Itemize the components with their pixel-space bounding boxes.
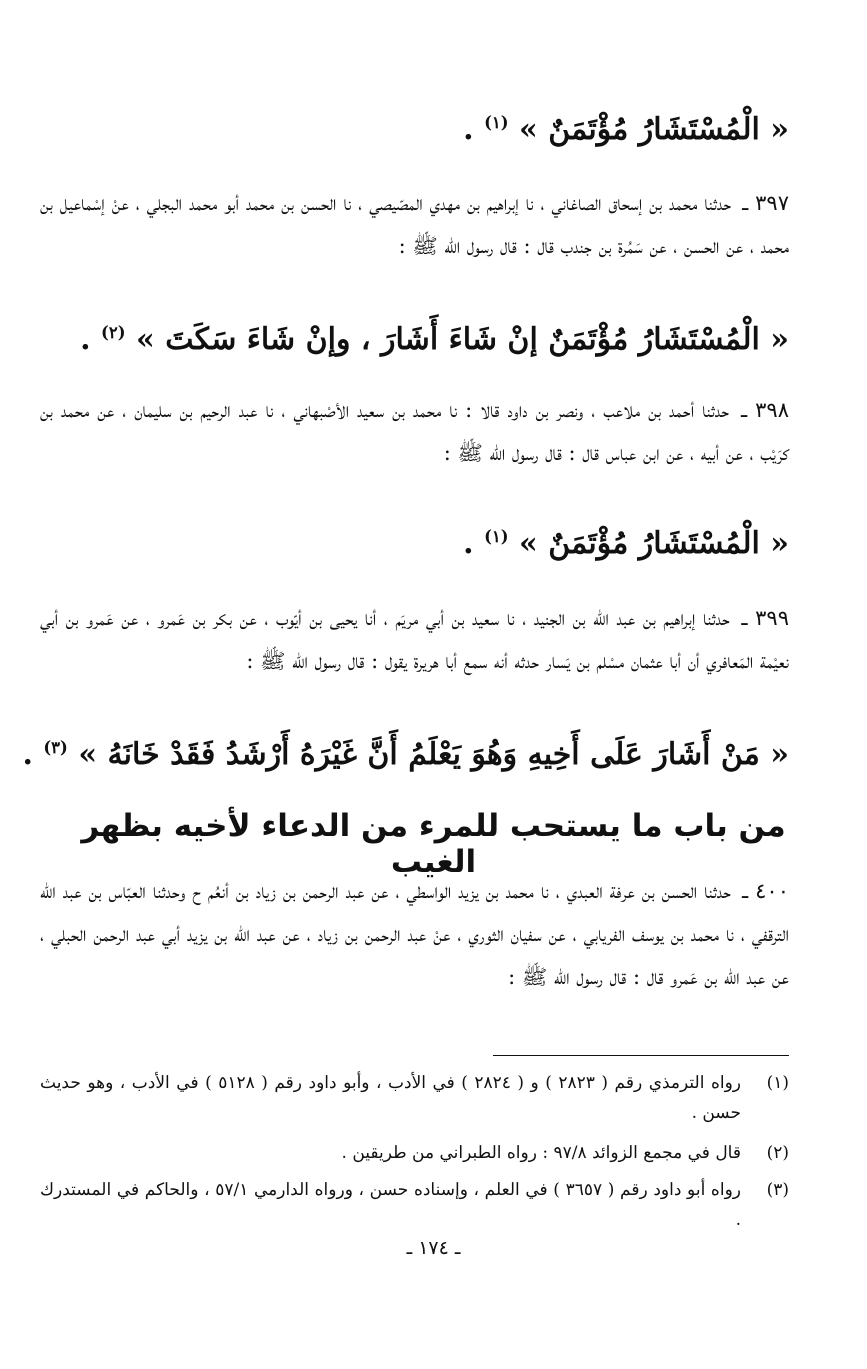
- footnote-number: (٣): [766, 1180, 789, 1200]
- footnote-number: (٢): [766, 1143, 789, 1163]
- hadith-chain-400: ٤٠٠ ـ حدثنا الحسن بن عرفة العبدي ، نا محمد بن يزيد الواسطي ، عن عبد الرحمن بن زياد بن أنعُم ح وحدثنا العبّاس بن عبد الله الترقفي ، نا محمد بن يوسف الفريابي ، عن سفيان الثوري ، عنْ عبد الرحمن بن زياد ، عن عبد الله بن يزيد أبي عبد الرحمن الحبلي ، عن عبد الله بن عَمرو قال : قال رسول الله ﷺ :: [40, 879, 789, 989]
- hadith-quote-2: « الْمُسْتَشَارُ مُؤْتَمَنٌ إنْ شَاءَ أَشَارَ ، وإنْ شَاءَ سَكَتَ » $^{(٢)}$ .: [80, 322, 789, 357]
- hadith-chain-398: ٣٩٨ ـ حدثنا أحمد بن ملاعب ، ونصر بن داود قالا : نا محمد بن سعيد الأصْبهاني ، نا عبد الرحيم بن سليمان ، عن محمد بن كرَيْب ، عن أبيه ، عن ابن عباس قال : قال رسول الله ﷺ :: [40, 398, 789, 465]
- section-heading: من باب ما يستحب للمرء من الدعاء لأخيه بظهر الغيب: [81, 808, 786, 880]
- hadith-number: ٤٠٠ ـ: [742, 879, 789, 903]
- footnote-ref: (١): [484, 527, 509, 546]
- footnote-text: رواه الترمذي رقم ( ٢٨٢٣ ) و ( ٢٨٢٤ ) في الأدب ، وأبو داود رقم ( ٥١٢٨ ) في الأدب ، وهو حديث حسن .: [40, 1073, 741, 1123]
- footnote-3: [40, 1175, 789, 1235]
- footnote-text: قال في مجمع الزوائد ٩٧/٨ : رواه الطبراني من طريقين .: [341, 1143, 741, 1163]
- hadith-quote-4: « مَنْ أَشَارَ عَلَى أَخِيهِ وَهُوَ يَعْلَمُ أَنَّ غَيْرَهُ أَرْشَدُ فَقَدْ خَانَهُ » $^{(٣)}$ .: [22, 737, 789, 772]
- footnote-number: (١): [766, 1073, 789, 1093]
- hadith-quote-1: « الْمُسْتَشَارُ مُؤْتَمَنٌ » $^{(١)}$ .: [463, 112, 789, 147]
- hadith-number: ٣٩٨ ـ: [741, 398, 789, 422]
- page-number: ـ ١٧٤ ـ: [406, 1237, 461, 1259]
- hadith-quote-3: « الْمُسْتَشَارُ مُؤْتَمَنٌ » $^{(١)}$ .: [463, 526, 789, 561]
- footnote-1: [40, 1068, 789, 1128]
- hadith-number: ٣٩٩ ـ: [741, 606, 789, 630]
- footnote-divider: [493, 1055, 789, 1056]
- footnote-ref: (١): [484, 113, 509, 132]
- footnote-text: رواه أبو داود رقم ( ٣٦٥٧ ) في العلم ، وإسناده حسن ، ورواه الدارمي ٥٧/١ ، والحاكم في المستدرك .: [40, 1180, 741, 1230]
- hadith-chain-397: ٣٩٧ ـ حدثنا محمد بن إسحاق الصاغاني ، نا إبراهيم بن مهدي المصّيصي ، نا الحسن بن محمد أبو محمد البجلي ، عنْ إسْماعيل بن محمد ، عن الحسن ، عن سَمُرة بن جندب قال : قال رسول الله ﷺ :: [40, 191, 789, 258]
- footnote-ref: (٣): [43, 738, 68, 757]
- hadith-chain-399: ٣٩٩ ـ حدثنا إبراهيم بن عبد الله بن الجنيد ، نا سعيد بن أبي مريَم ، أنا يحيى بن أيّوب ، عن بكر بن عَمرو ، عن عَمرو بن أبي نعيْمة المَعافري أن أبا عثمان مسْلم بن يَسار حدثه أنه سمع أبا هريرة يقول : قال رسول الله ﷺ :: [40, 606, 789, 673]
- hadith-number: ٣٩٧ ـ: [742, 191, 789, 215]
- footnote-ref: (٢): [101, 323, 126, 342]
- footnote-2: [40, 1138, 789, 1168]
